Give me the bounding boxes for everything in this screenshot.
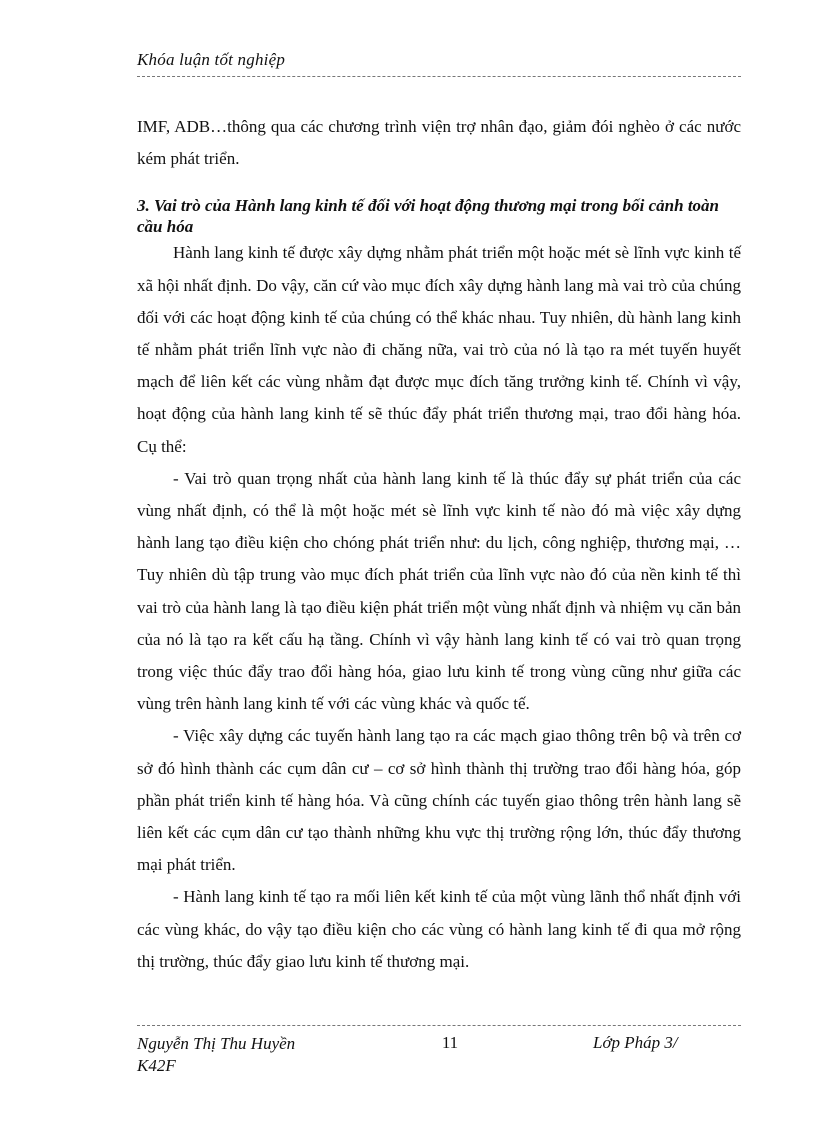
paragraph: - Việc xây dựng các tuyến hành lang tạo ra các mạch giao thông trên bộ và trên cơ sở đó hình thành các cụm dân cư – cơ sở hình thành thị trường trao đổi hàng hóa, góp phần phát triển kinh tế hàng hóa. Và cũng chính các tuyến giao thông trên hành lang sẽ liên kết các cụm dân cư tạo thành những khu vực thị trường rộng lớn, thúc đẩy thương mại phát triển.	[137, 726, 741, 875]
footer-author: Nguyễn Thị Thu Huyền K42F	[137, 1034, 296, 1075]
intro-paragraph: IMF, ADB…thông qua các chương trình viện trợ nhân đạo, giảm đói nghèo ở các nước kém phát triển.	[137, 117, 741, 169]
section-heading: 3. Vai trò của Hành lang kinh tế đối với hoạt động thương mại trong bối cảnh toàn cầu hóa	[137, 196, 720, 237]
paragraph: Hành lang kinh tế được xây dựng nhằm phát triển một hoặc mét sè lĩnh vực kinh tế xã hội nhất định. Do vậy, căn cứ vào mục đích xây dựng hành lang mà vai trò của chúng đối với các hoạt động kinh tế của chúng có thể khác nhau. Tuy nhiên, dù hành lang kinh tế nhằm phát triển lĩnh vực nào đi chăng nữa, vai trò của nó là tạo ra mét tuyến huyết mạch để liên kết các vùng nhằm đạt được mục đích tăng trưởng kinh tế. Chính vì vậy, hoạt động của hành lang kinh tế sẽ thúc đẩy phát triển thương mại, trao đổi hàng hóa. Cụ thể:	[137, 243, 741, 456]
document-body	[137, 111, 741, 978]
paragraph: - Vai trò quan trọng nhất của hành lang kinh tế là thúc đẩy sự phát triển của các vùng nhất định, có thể là một hoặc mét sè lĩnh vực kinh tế nào đó mà việc xây dựng hành lang tạo điều kiện cho chóng phát triển như: du lịch, công nghiệp, thương mại, … Tuy nhiên dù tập trung vào mục đích phát triển của lĩnh vực nào đó của nền kinh tế thì vai trò của hành lang là tạo điều kiện phát triển một vùng nhất định và nhiệm vụ căn bản của nó là tạo ra kết cấu hạ tầng. Chính vì vậy hành lang kinh tế có vai trò quan trọng trong việc thúc đẩy trao đổi hàng hóa, giao lưu kinh tế trong vùng cũng như giữa các vùng trên hành lang kinh tế với các vùng khác và quốc tế.	[137, 468, 741, 714]
page-header-title: Khóa luận tốt nghiệp	[137, 50, 286, 69]
page-number: 11	[441, 1033, 459, 1052]
header-divider	[137, 76, 741, 77]
footer-class-label: Lớp Pháp 3/	[593, 1033, 678, 1052]
footer-divider	[137, 1025, 741, 1026]
paragraph: - Hành lang kinh tế tạo ra mối liên kết kinh tế của một vùng lãnh thổ nhất định với các vùng khác, do vậy tạo điều kiện cho các vùng có hành lang kinh tế đi qua mở rộng thị trường, thúc đẩy giao lưu kinh tế thương mại.	[137, 887, 741, 971]
